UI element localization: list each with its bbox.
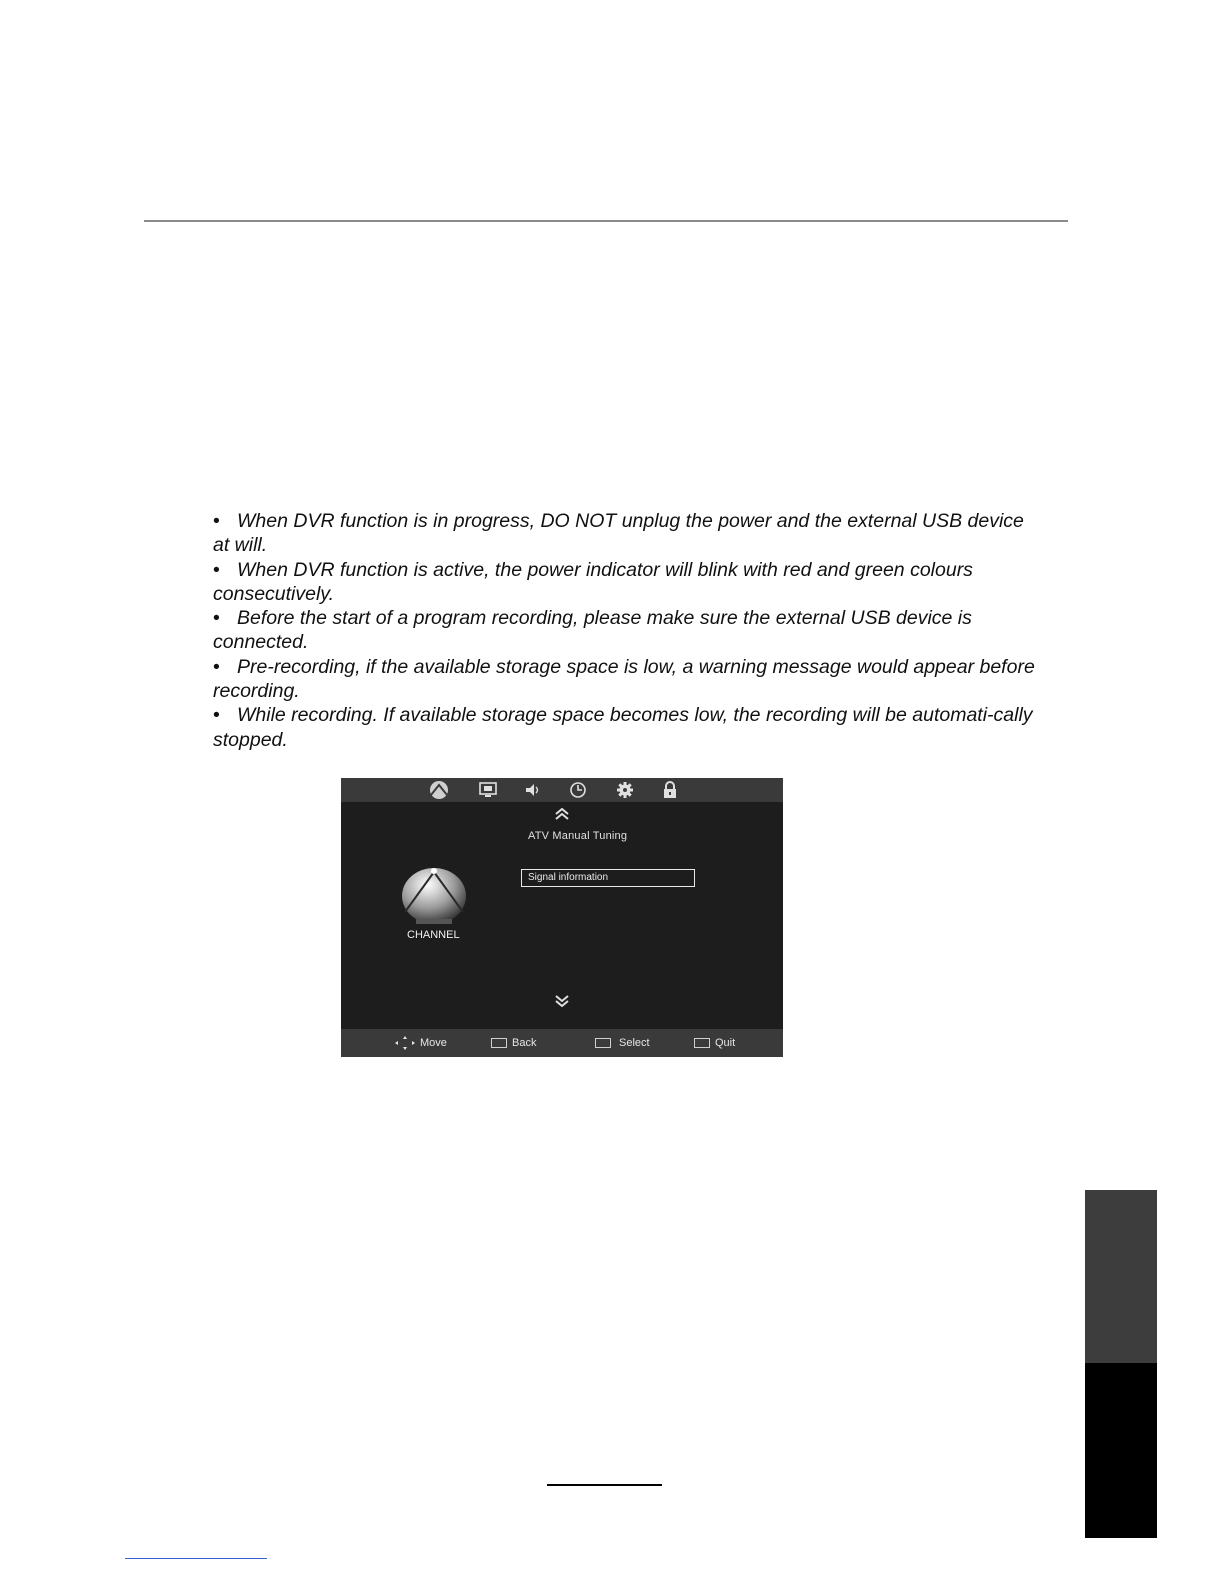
page-number-rule <box>547 1484 662 1486</box>
quit-hint <box>694 1036 735 1050</box>
menu-key-icon <box>491 1038 507 1048</box>
move-arrows-icon <box>394 1035 416 1051</box>
channel-category-label: CHANNEL <box>407 929 460 941</box>
note-item: • When DVR function is in progress, DO NOT unplug the power and the external USB device at will. <box>213 510 1024 557</box>
note-item: • When DVR function is active, the power indicator will blink with red and green colours consecutively. <box>213 558 973 605</box>
setup-tab-icon[interactable] <box>614 780 636 800</box>
scroll-down-icon[interactable] <box>554 995 570 1007</box>
scroll-up-icon[interactable] <box>554 808 570 820</box>
menu-title: ATV Manual Tuning <box>528 830 628 842</box>
signal-information-item[interactable]: Signal information <box>521 869 695 887</box>
note-item: • Before the start of a program recording, please make sure the external USB device is connected. <box>213 607 972 654</box>
exit-key-icon <box>694 1038 710 1048</box>
lock-tab-icon[interactable] <box>659 780 681 800</box>
channel-tab-icon[interactable] <box>428 780 450 800</box>
select-hint-label: Select <box>619 1037 650 1049</box>
dvr-notes-list <box>213 509 1043 752</box>
header-rule <box>144 220 1068 222</box>
back-hint-label: Back <box>512 1037 537 1049</box>
quit-hint-label: Quit <box>715 1037 736 1049</box>
menu-hint-bar <box>341 1029 783 1057</box>
note-item: • While recording. If available storage space becomes low, the recording will be automati-cally stopped. <box>213 704 1033 751</box>
menu-tab-bar <box>341 778 783 802</box>
back-hint <box>491 1036 536 1050</box>
time-tab-icon[interactable] <box>567 780 589 800</box>
sound-tab-icon[interactable] <box>522 780 544 800</box>
picture-tab-icon[interactable] <box>477 780 499 800</box>
note-item: • Pre-recording, if the available storage space is low, a warning message would appear before recording. <box>213 655 1035 703</box>
side-tab-dark <box>1085 1190 1157 1363</box>
select-hint <box>595 1036 650 1050</box>
footer-link-underline <box>125 1558 267 1559</box>
move-hint-label: Move <box>420 1037 447 1049</box>
channel-category-icon <box>399 862 469 928</box>
side-tab-black <box>1085 1363 1157 1538</box>
move-hint <box>394 1036 447 1050</box>
tv-menu-screenshot <box>341 778 783 1057</box>
ok-key-icon <box>595 1038 611 1048</box>
